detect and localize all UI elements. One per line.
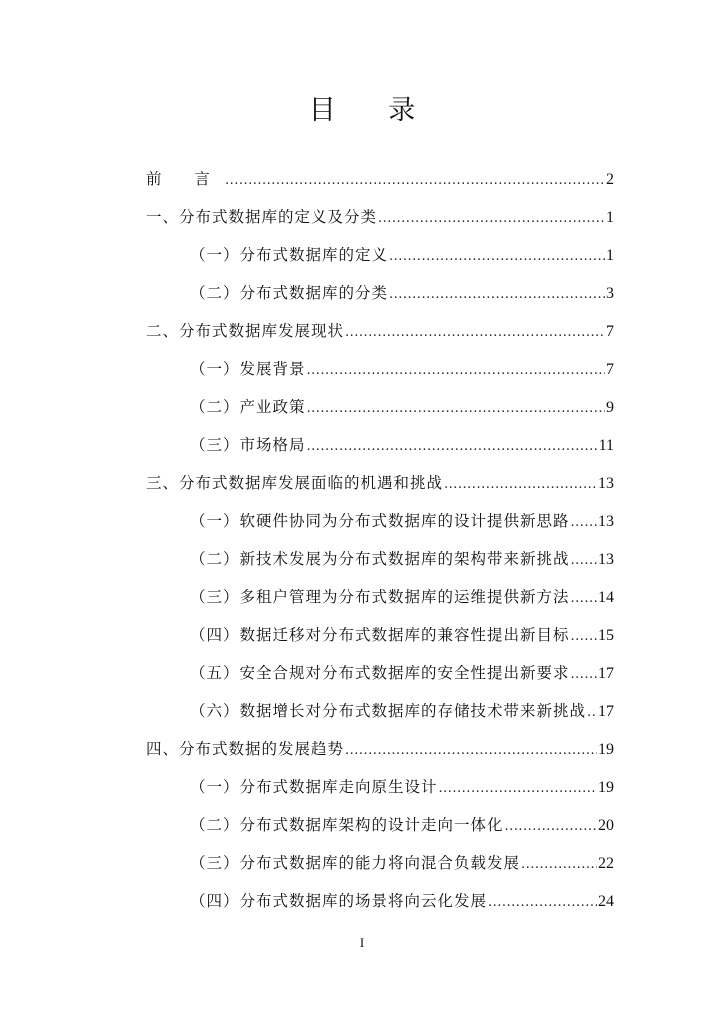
toc-entry-label: （三）市场格局 xyxy=(190,436,306,454)
toc-entry-label: （三）分布式数据库的能力将向混合负载发展 xyxy=(190,854,521,872)
toc-entry-page: 13 xyxy=(598,551,614,568)
toc-entry[interactable] xyxy=(146,312,614,350)
toc-entry-label: （四）分布式数据库的场景将向云化发展 xyxy=(190,892,488,910)
toc-entry-page: 1 xyxy=(606,247,614,264)
page-number-footer: I xyxy=(359,935,365,950)
toc-entry-page: 1 xyxy=(606,209,614,226)
toc-entry-label: （二）分布式数据库的分类 xyxy=(190,284,389,302)
toc-entry-page: 14 xyxy=(598,589,614,606)
toc-entry[interactable] xyxy=(146,730,614,768)
toc-entry[interactable] xyxy=(146,806,614,844)
dot-leader xyxy=(521,846,597,884)
dot-leader xyxy=(307,390,605,428)
toc-entry[interactable] xyxy=(146,464,614,502)
toc-entry-label: （一）分布式数据库的定义 xyxy=(190,246,389,264)
toc-entry-page: 13 xyxy=(598,475,614,492)
toc-entry-label: （六）数据增长对分布式数据库的存储技术带来新挑战 xyxy=(190,702,587,720)
dot-leader xyxy=(389,238,605,276)
toc-entry-page: 7 xyxy=(606,323,614,340)
dot-leader xyxy=(307,428,598,466)
toc-entry[interactable] xyxy=(146,616,614,654)
dot-leader xyxy=(444,466,597,504)
page-title: 目 录 xyxy=(308,95,438,126)
dot-leader xyxy=(225,162,605,200)
toc-entry[interactable] xyxy=(146,654,614,692)
dot-leader xyxy=(571,542,597,580)
toc-entry-page: 9 xyxy=(606,399,614,416)
dot-leader xyxy=(571,656,597,694)
toc-entry[interactable] xyxy=(146,844,614,882)
toc-entry-page: 13 xyxy=(598,513,614,530)
toc-entry-label: （二）新技术发展为分布式数据库的架构带来新挑战 xyxy=(190,550,570,568)
toc-entry[interactable] xyxy=(146,236,614,274)
toc-entry-label: （二）分布式数据库架构的设计走向一体化 xyxy=(190,816,504,834)
toc-entry-label: 一、分布式数据库的定义及分类 xyxy=(146,208,378,226)
toc-entry-label: （一）发展背景 xyxy=(190,360,306,378)
toc-entry[interactable] xyxy=(146,274,614,312)
toc-entry[interactable] xyxy=(146,502,614,540)
toc-entry-page: 19 xyxy=(598,741,614,758)
toc-entry-label: （二）产业政策 xyxy=(190,398,306,416)
dot-leader xyxy=(389,276,605,314)
toc-entry-page: 11 xyxy=(598,437,614,454)
toc-entry-page: 22 xyxy=(598,855,614,872)
dot-leader xyxy=(488,884,597,922)
table-of-contents xyxy=(146,160,614,920)
toc-entry-label: （五）安全合规对分布式数据库的安全性提出新要求 xyxy=(190,664,570,682)
toc-entry-page: 2 xyxy=(606,171,614,188)
toc-entry-page: 7 xyxy=(606,361,614,378)
toc-entry[interactable] xyxy=(146,540,614,578)
toc-entry-page: 15 xyxy=(598,627,614,644)
dot-leader xyxy=(378,200,605,238)
toc-entry-page: 24 xyxy=(598,893,614,910)
dot-leader xyxy=(587,694,597,732)
toc-entry-label: （一）软硬件协同为分布式数据库的设计提供新思路 xyxy=(190,512,570,530)
toc-entry-label: 三、分布式数据库发展面临的机遇和挑战 xyxy=(146,474,444,492)
toc-entry-label: 二、分布式数据库发展现状 xyxy=(146,322,345,340)
toc-entry[interactable] xyxy=(146,350,614,388)
toc-entry[interactable] xyxy=(146,882,614,920)
dot-leader xyxy=(505,808,597,846)
toc-entry[interactable] xyxy=(146,198,614,236)
toc-entry-label: 前 言 xyxy=(146,170,224,188)
toc-entry-label: （一）分布式数据库走向原生设计 xyxy=(190,778,438,796)
dot-leader xyxy=(345,314,605,352)
toc-entry-page: 19 xyxy=(598,779,614,796)
dot-leader xyxy=(439,770,597,808)
toc-entry-page: 3 xyxy=(606,285,614,302)
dot-leader xyxy=(571,504,597,542)
toc-entry-label: 四、分布式数据的发展趋势 xyxy=(146,740,345,758)
toc-entry[interactable] xyxy=(146,160,614,198)
toc-entry[interactable] xyxy=(146,578,614,616)
toc-entry-page: 20 xyxy=(598,817,614,834)
toc-entry-page: 17 xyxy=(598,703,614,720)
dot-leader xyxy=(345,732,597,770)
toc-entry[interactable] xyxy=(146,426,614,464)
toc-entry-page: 17 xyxy=(598,665,614,682)
toc-entry[interactable] xyxy=(146,388,614,426)
toc-entry-label: （四）数据迁移对分布式数据库的兼容性提出新目标 xyxy=(190,626,570,644)
toc-entry[interactable] xyxy=(146,768,614,806)
dot-leader xyxy=(307,352,605,390)
dot-leader xyxy=(571,618,597,656)
toc-entry-label: （三）多租户管理为分布式数据库的运维提供新方法 xyxy=(190,588,570,606)
dot-leader xyxy=(571,580,597,618)
toc-entry[interactable] xyxy=(146,692,614,730)
